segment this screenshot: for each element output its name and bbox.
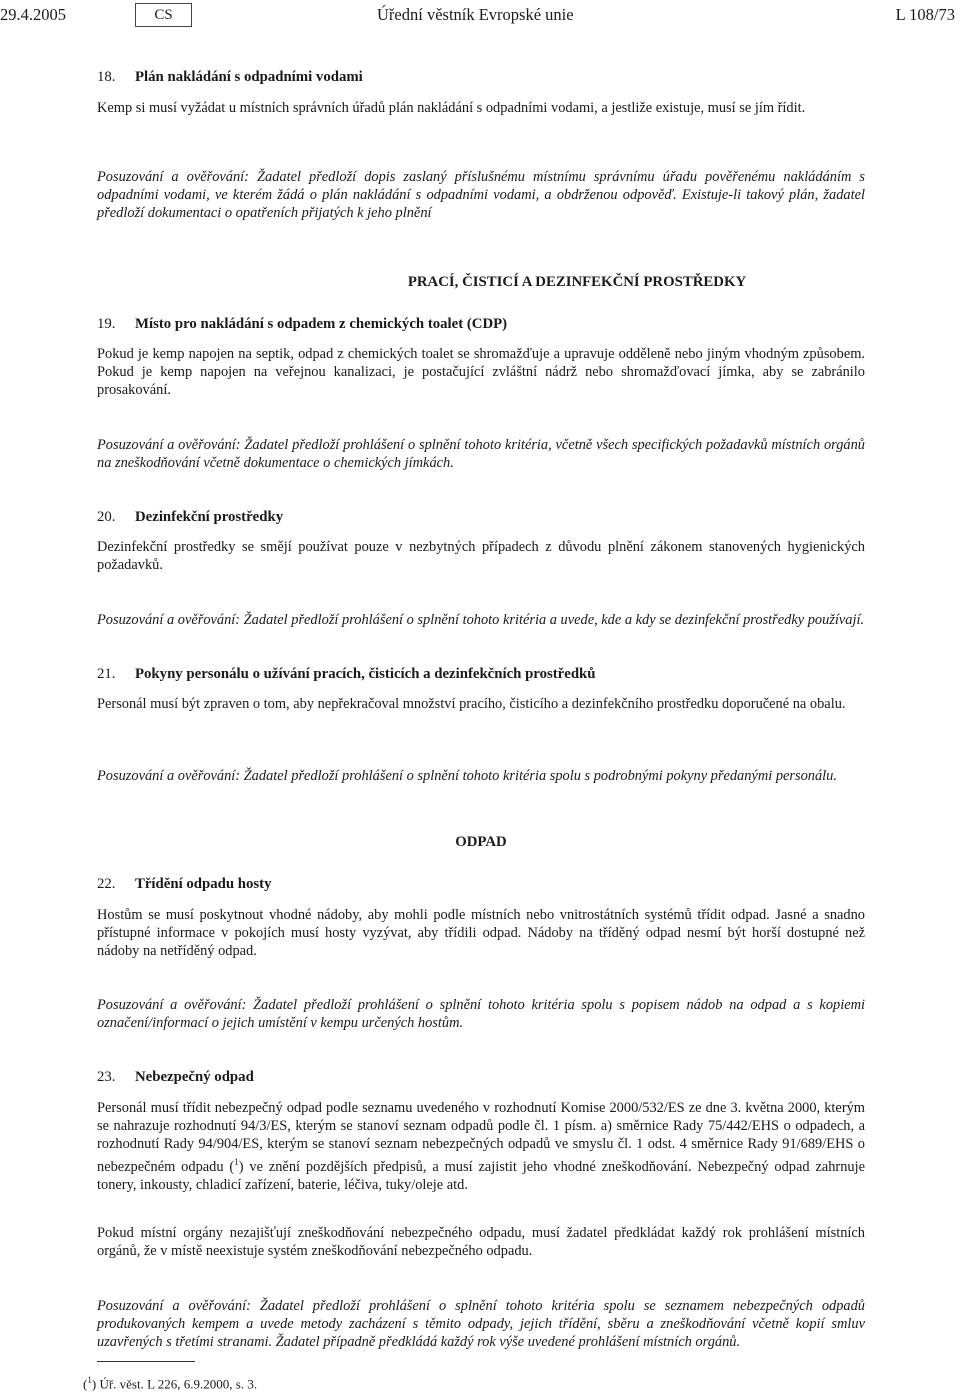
section-heading-waste: ODPAD [455,834,507,850]
section-18-assessment: Posuzování a ověřování: Žadatel předloží dopis zaslaný příslušnému místnímu správnímu úřadu pověřenému nakládáním s odpadními vodami, ve kterém žádá o plán nakládání s odpadními vodami, a obdrženou odpověď. Existuje-li takový plán, žadatel předloží dokumentaci o opatřeních přijatých k jeho plnění [97,169,865,221]
language-badge: CS [135,3,192,27]
section-20-body: Dezinfekční prostředky se smějí používat pouze v nezbytných případech z důvodu plnění zákonem stanovených hygienických požadavků. [97,539,865,573]
section-23-body-part2: ) ve znění pozdějších předpisů, a musí zajistit jeho vhodné zneškodňování. Nebezpečný odpad zahrnuje tonery, inkousty, chladicí zařízení, baterie, léčiva, tuky/oleje atd. [97,1158,865,1193]
section-title: Plán nakládání s odpadními vodami [135,69,363,85]
section-23-body-2: Pokud místní orgány nezajišťují zneškodňování nebezpečného odpadu, musí žadatel předkládat každý rok prohlášení místních orgánů, že v místě neexistuje systém zneškodňování nebezpečného odpadu. [97,1225,865,1259]
section-number: 18. [97,69,116,85]
section-title: Místo pro nakládání s odpadem z chemických toalet (CDP) [135,316,508,332]
section-23-body-part1: Personál musí třídit nebezpečný odpad podle seznamu uvedeného v rozhodnutí Komise 2000/532/ES ze dne 3. května 2000, kterým se nahrazuje rozhodnutí 94/3/ES, kterým se stanoví seznam odpadů podle čl. 1 písm. a) směrnice Rady 75/442/EHS o odpadech, a rozhodnutí Rady 94/904/ES, kterým se stanoví seznam nebezpečných odpadů ve smyslu čl. 1 odst. 4 směrnice Rady 91/689/EHS o nebezpečném odpadu ( [97,1100,865,1175]
section-20-assessment: Posuzování a ověřování: Žadatel předloží prohlášení o splnění tohoto kritéria a uvede, kde a kdy se dezinfekční prostředky používají. [97,612,865,628]
section-title: Dezinfekční prostředky [135,509,284,525]
footnote-divider [97,1361,195,1362]
section-22-body: Hostům se musí poskytnout vhodné nádoby, aby mohli podle místních nebo vnitrostátních systémů třídit odpad. Jasné a snadno přístupné informace v pokojích musí hosty vyzývat, aby třídili odpad. Nádoby na tříděný odpad nesmí být horší dostupné než nádoby na netříděný odpad. [97,907,865,959]
footnote-reference[interactable]: 1 [234,1157,239,1167]
page-header [0,0,960,34]
section-19-body: Pokud je kemp napojen na septik, odpad z chemických toalet se shromažďuje a upravuje odděleně nebo jiným vhodným způsobem. Pokud je kemp napojen na veřejnou kanalizaci, je postačující zvláštní nádrž nebo shromažďovací jímka, aby se zabránilo prosakování. [97,346,865,398]
section-number: 19. [97,316,116,332]
section-number: 21. [97,666,116,682]
section-number: 22. [97,876,116,892]
section-21-heading [97,665,865,683]
footnote-mark: 1 [87,1375,92,1385]
section-23-body [97,1099,865,1194]
section-number: 23. [97,1069,116,1085]
section-number: 20. [97,509,116,525]
section-23-heading [97,1068,865,1086]
section-19-assessment: Posuzování a ověřování: Žadatel předloží prohlášení o splnění tohoto kritéria, včetně všech specifických požadavků místních orgánů na zneškodňování včetně dokumentace o chemických jímkách. [97,437,865,471]
footnote-text: Úř. věst. L 226, 6.9.2000, s. 3. [96,1376,258,1392]
section-title: Třídění odpadu hosty [135,876,272,892]
section-heading-detergents: PRACÍ, ČISTICÍ A DEZINFEKČNÍ PROSTŘEDKY [407,274,747,290]
section-title: Pokyny personálu o užívání pracích, čisticích a dezinfekčních prostředků [135,666,596,682]
section-22-assessment: Posuzování a ověřování: Žadatel předloží prohlášení o splnění tohoto kritéria spolu s popisem nádob na odpad a s kopiemi označení/informací o jejich umístění v kempu určených hostům. [97,997,865,1031]
section-23-assessment: Posuzování a ověřování: Žadatel předloží prohlášení o splnění tohoto kritéria spolu se seznamem nebezpečných odpadů produkovaných kempem a uvede metody zacházení s těmito odpady, jejich třídění, sběru a zneškodňování včetně kopií smluv uzavřených s třetími stranami. Žadatel případně předkládá každý rok výše uvedené prohlášení místních orgánů. [97,1298,865,1350]
section-20-heading [97,508,865,526]
section-18-body: Kemp si musí vyžádat u místních správních úřadů plán nakládání s odpadními vodami, a jestliže existuje, musí se jím řídit. [97,100,806,116]
header-date: 29.4.2005 [0,5,66,24]
journal-title: Úřední věstník Evropské unie [377,5,574,24]
footnote: ($^1$) Úř. věst. L 226, 6.9.2000, s. 3. [83,1375,258,1392]
section-19-heading [97,315,865,333]
section-title: Nebezpečný odpad [135,1069,254,1085]
section-21-assessment: Posuzování a ověřování: Žadatel předloží prohlášení o splnění tohoto kritéria spolu s podrobnými pokyny předanými personálu. [97,768,837,784]
page-reference: L 108/73 [895,5,955,24]
section-22-heading [97,875,865,893]
section-21-body: Personál musí být zpraven o tom, aby nepřekračoval množství pracího, čisticího a dezinfekčního prostředku doporučené na obalu. [97,696,846,712]
section-18-heading [97,68,865,86]
